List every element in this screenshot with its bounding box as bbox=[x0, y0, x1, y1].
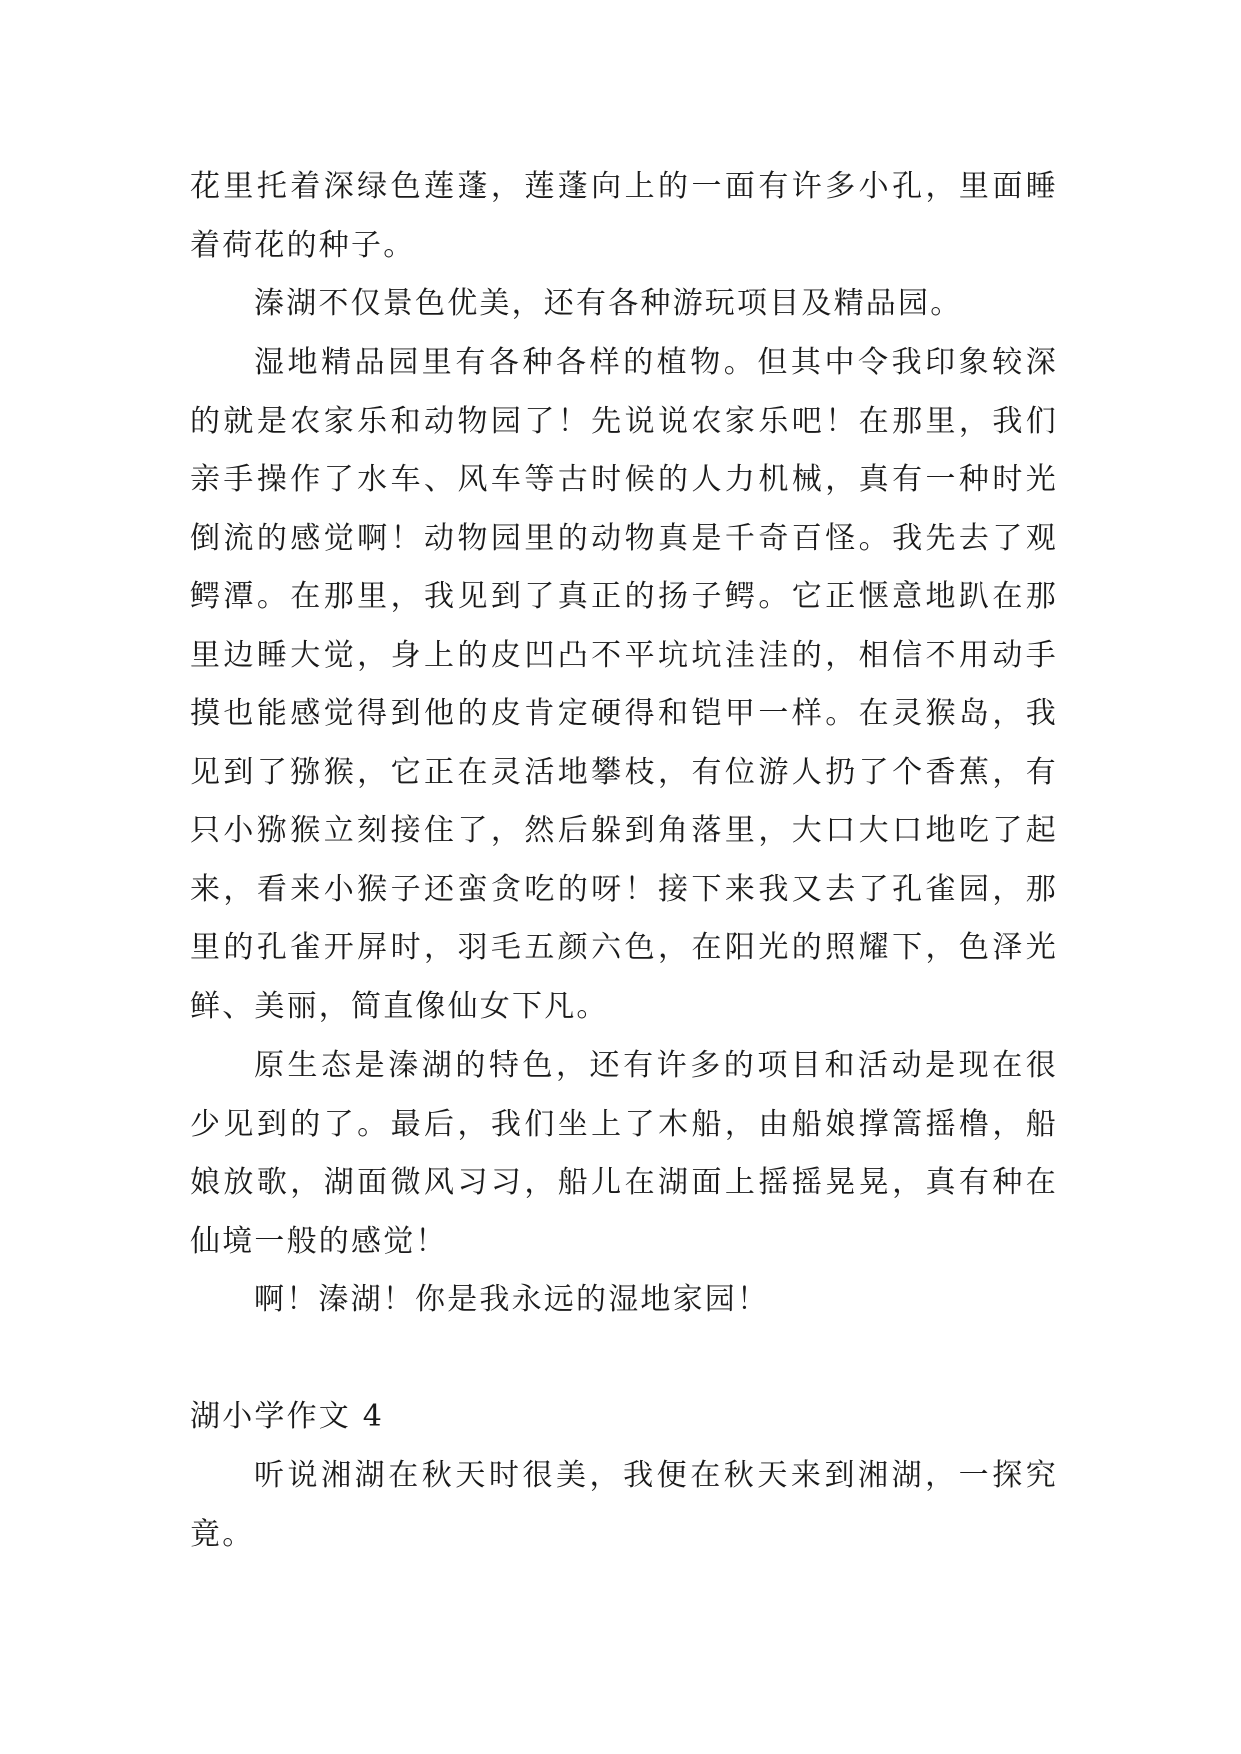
paragraph-wetland-garden: 湿地精品园里有各种各样的植物。但其中令我印象较深的就是农家乐和动物园了！先说说农家乐吧！在那里，我们亲手操作了水车、风车等古时候的人力机械，真有一种时光倒流的感觉啊！动物园里的动物真是千奇百怪。我先去了观鳄潭。在那里，我见到了真正的扬子鳄。它正惬意地趴在那里边睡大觉，身上的皮凹凸不平坑坑洼洼的，相信不用动手摸也能感觉得到他的皮肯定硬得和铠甲一样。在灵猴岛，我见到了猕猴，它正在灵活地攀枝，有位游人扔了个香蕉，有只小猕猴立刻接住了，然后躲到角落里，大口大口地吃了起来，看来小猴子还蛮贪吃的呀！接下来我又去了孔雀园，那里的孔雀开屏时，羽毛五颜六色，在阳光的照耀下，色泽光鲜、美丽，简直像仙女下凡。 bbox=[190, 345, 1058, 1024]
paragraph-closing: 啊！溱湖！你是我永远的湿地家园！ bbox=[254, 1282, 770, 1317]
paragraph-qinhu-intro: 溱湖不仅景色优美，还有各种游玩项目及精品园。 bbox=[254, 286, 963, 321]
paragraph-xianghu-intro: 听说湘湖在秋天时很美，我便在秋天来到湘湖，一探究竟。 bbox=[190, 1458, 1058, 1552]
paragraph-boat-ride: 原生态是溱湖的特色，还有许多的项目和活动是现在很少见到的了。最后，我们坐上了木船，由船娘撑篙摇橹，船娘放歌，湖面微风习习，船儿在湖面上摇摇晃晃，真有种在仙境一般的感觉！ bbox=[190, 1048, 1058, 1259]
paragraph-lotus: 花里托着深绿色莲蓬，莲蓬向上的一面有许多小孔，里面睡着荷花的种子。 bbox=[190, 169, 1058, 263]
section-heading: 湖小学作文 4 bbox=[190, 1399, 385, 1434]
